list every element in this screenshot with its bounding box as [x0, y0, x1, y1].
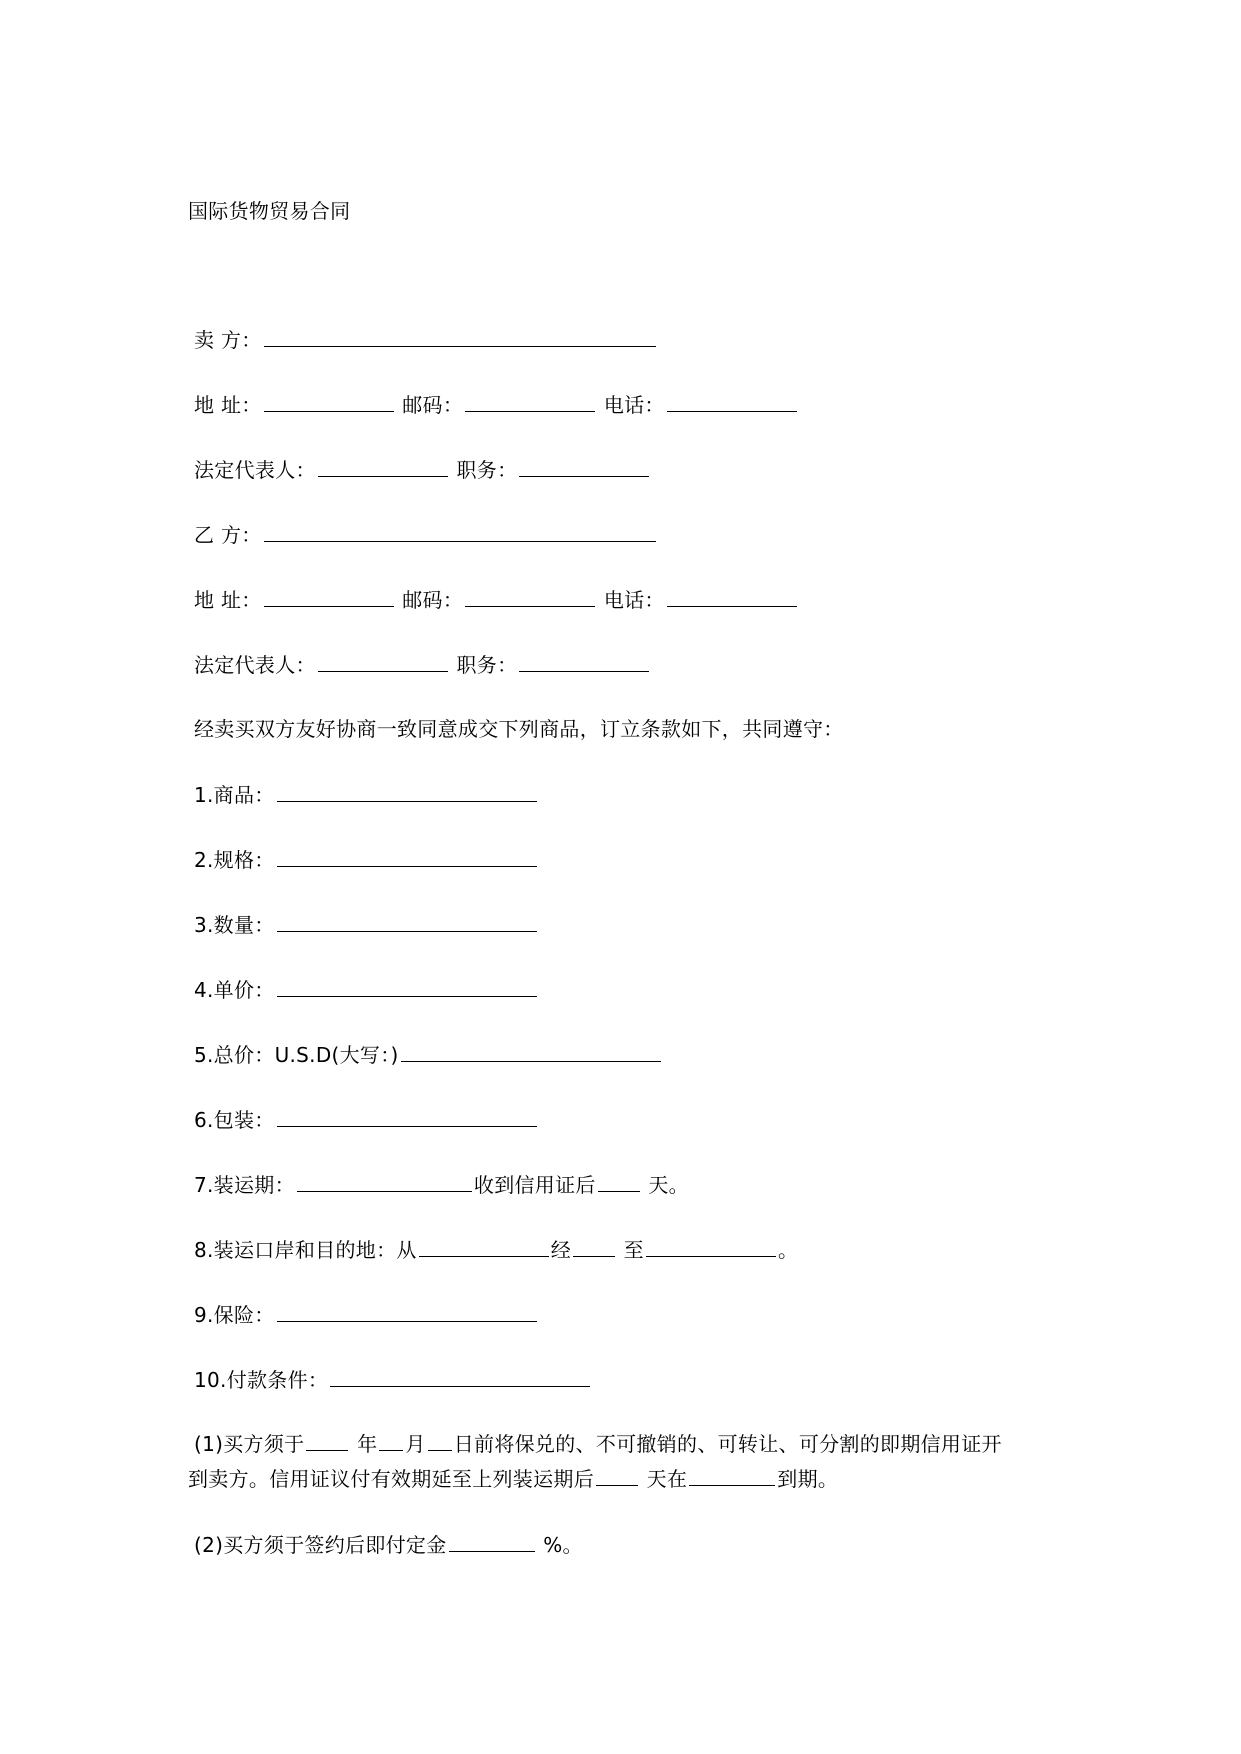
- item-insurance-blank[interactable]: [277, 1301, 537, 1322]
- clause-2: [194, 1531, 583, 1558]
- clause-1-month-blank[interactable]: [379, 1430, 403, 1451]
- item-shipment-blank[interactable]: [297, 1171, 472, 1192]
- seller-blank[interactable]: [264, 326, 656, 347]
- clause-1-place-blank[interactable]: [689, 1465, 775, 1486]
- item-payment-label: 10.付款条件：: [194, 1368, 329, 1392]
- buyer-rep-row: [194, 651, 651, 678]
- seller-address-row: [194, 391, 799, 418]
- buyer-address-label: 地 址：: [194, 588, 262, 612]
- item-unit-price: [194, 976, 539, 1003]
- seller-phone-blank[interactable]: [667, 391, 797, 412]
- seller-address-blank[interactable]: [264, 391, 394, 412]
- seller-postcode-label: 邮码：: [402, 393, 464, 417]
- seller-rep-label: 法定代表人：: [194, 458, 316, 482]
- item-insurance-label: 9.保险：: [194, 1303, 275, 1327]
- seller-row: [194, 326, 658, 353]
- item-unit-price-label: 4.单价：: [194, 978, 275, 1002]
- buyer-address-blank[interactable]: [264, 586, 394, 607]
- buyer-row: [194, 521, 658, 548]
- contract-title: 国际货物贸易合同: [188, 199, 351, 223]
- clause-1-text-e: 到卖方。信用证议付有效期延至上列装运期后: [188, 1467, 594, 1491]
- clause-1-month-label: 月: [405, 1432, 426, 1456]
- item-goods: [194, 781, 539, 808]
- buyer-rep-blank[interactable]: [318, 651, 448, 672]
- clause-1-days-blank[interactable]: [596, 1465, 638, 1486]
- seller-position-label: 职务：: [456, 458, 518, 482]
- item-total: [194, 1041, 663, 1068]
- item-total-label: 5.总价：U.S.D(大写：): [194, 1043, 399, 1067]
- clause-1-line-2: [188, 1465, 838, 1492]
- item-spec: [194, 846, 539, 873]
- clause-1-year-blank[interactable]: [306, 1430, 348, 1451]
- clause-1-text-a: (1)买方须于: [194, 1432, 305, 1456]
- buyer-rep-label: 法定代表人：: [194, 653, 316, 677]
- buyer-postcode-blank[interactable]: [465, 586, 595, 607]
- item-payment: [194, 1366, 592, 1393]
- item-spec-label: 2.规格：: [194, 848, 275, 872]
- clause-2-text-b: %。: [543, 1533, 583, 1557]
- item-port-label: 8.装运口岸和目的地：从: [194, 1238, 417, 1262]
- seller-postcode-blank[interactable]: [465, 391, 595, 412]
- item-port-via-label: 经: [550, 1238, 571, 1262]
- item-shipment-days-blank[interactable]: [598, 1171, 640, 1192]
- item-port: [194, 1236, 798, 1263]
- intro-paragraph: 经卖买双方友好协商一致同意成交下列商品，订立条款如下，共同遵守：: [194, 717, 844, 741]
- buyer-position-blank[interactable]: [519, 651, 649, 672]
- item-quantity-label: 3.数量：: [194, 913, 275, 937]
- item-total-blank[interactable]: [401, 1041, 661, 1062]
- item-port-from-blank[interactable]: [419, 1236, 549, 1257]
- buyer-position-label: 职务：: [456, 653, 518, 677]
- item-quantity-blank[interactable]: [277, 911, 537, 932]
- seller-address-label: 地 址：: [194, 393, 262, 417]
- clause-1-line-1: [194, 1430, 1002, 1457]
- item-shipment: [194, 1171, 689, 1198]
- clause-2-deposit-blank[interactable]: [449, 1531, 535, 1552]
- clause-2-text-a: (2)买方须于签约后即付定金: [194, 1533, 447, 1557]
- item-spec-blank[interactable]: [277, 846, 537, 867]
- item-goods-blank[interactable]: [277, 781, 537, 802]
- item-goods-label: 1.商品：: [194, 783, 275, 807]
- seller-phone-label: 电话：: [603, 393, 665, 417]
- clause-1-text-d: 日前将保兑的、不可撤销的、可转让、可分割的即期信用证开: [453, 1432, 1002, 1456]
- item-port-end: 。: [777, 1238, 799, 1262]
- item-packing-label: 6.包装：: [194, 1108, 275, 1132]
- clause-1-text-f: 天在: [646, 1467, 688, 1491]
- item-port-to-label: 至: [623, 1238, 644, 1262]
- item-payment-blank[interactable]: [330, 1366, 590, 1387]
- seller-position-blank[interactable]: [519, 456, 649, 477]
- item-packing-blank[interactable]: [277, 1106, 537, 1127]
- seller-rep-row: [194, 456, 651, 483]
- buyer-phone-label: 电话：: [603, 588, 665, 612]
- buyer-postcode-label: 邮码：: [402, 588, 464, 612]
- seller-label: 卖 方：: [194, 328, 262, 352]
- item-quantity: [194, 911, 539, 938]
- clause-1-text-g: 到期。: [777, 1467, 839, 1491]
- item-port-via-blank[interactable]: [573, 1236, 615, 1257]
- item-insurance: [194, 1301, 539, 1328]
- buyer-blank[interactable]: [264, 521, 656, 542]
- buyer-label: 乙 方：: [194, 523, 262, 547]
- buyer-phone-blank[interactable]: [667, 586, 797, 607]
- item-unit-price-blank[interactable]: [277, 976, 537, 997]
- seller-rep-blank[interactable]: [318, 456, 448, 477]
- buyer-address-row: [194, 586, 799, 613]
- clause-1-day-blank[interactable]: [428, 1430, 452, 1451]
- item-shipment-text: 收到信用证后: [473, 1173, 596, 1197]
- item-shipment-label: 7.装运期：: [194, 1173, 295, 1197]
- item-packing: [194, 1106, 539, 1133]
- clause-1-year-label: 年: [357, 1432, 378, 1456]
- item-shipment-end: 天。: [648, 1173, 689, 1197]
- item-port-to-blank[interactable]: [646, 1236, 776, 1257]
